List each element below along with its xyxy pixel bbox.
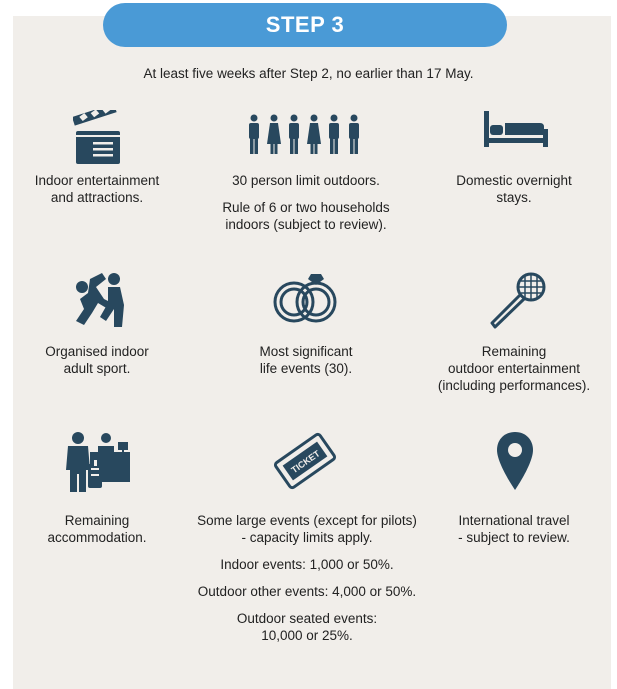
item-overnight-stays: Domestic overnight stays. — [456, 173, 572, 205]
item-international-travel: International travel - subject to review. — [458, 513, 570, 545]
item-adult-sport: Organised indoor adult sport. — [45, 344, 149, 376]
item-life-events: Most significant life events (30). — [259, 344, 353, 376]
ticket-icon — [272, 430, 338, 492]
sport-icon — [68, 269, 128, 331]
location-pin-icon — [494, 430, 536, 492]
item-person-limit: 30 person limit outdoors. Rule of 6 or two households indoors (subject to review). — [222, 173, 390, 232]
people-group-icon — [246, 114, 366, 156]
item-remaining-accommodation: Remaining accommodation. — [47, 513, 147, 545]
microphone-icon — [486, 271, 548, 331]
clapperboard-icon — [73, 110, 123, 164]
rings-icon — [270, 272, 342, 324]
item-large-events: Some large events (except for pilots) - capacity limits apply. Indoor events: 1,000 or 50%. Outdoor other events: 4,000 or 50%. Outdoor seated events: 10,000 or 25%. — [197, 513, 417, 643]
hotel-reception-icon — [62, 430, 132, 494]
ticket-label: TICKET — [289, 448, 322, 476]
step-subtitle: At least five weeks after Step 2, no earlier than 17 May. — [143, 66, 474, 81]
item-outdoor-entertainment: Remaining outdoor entertainment (including performances). — [437, 344, 591, 393]
bed-icon — [484, 111, 548, 147]
step-title: STEP 3 — [103, 3, 507, 47]
item-indoor-entertainment: Indoor entertainment and attractions. — [34, 173, 160, 205]
